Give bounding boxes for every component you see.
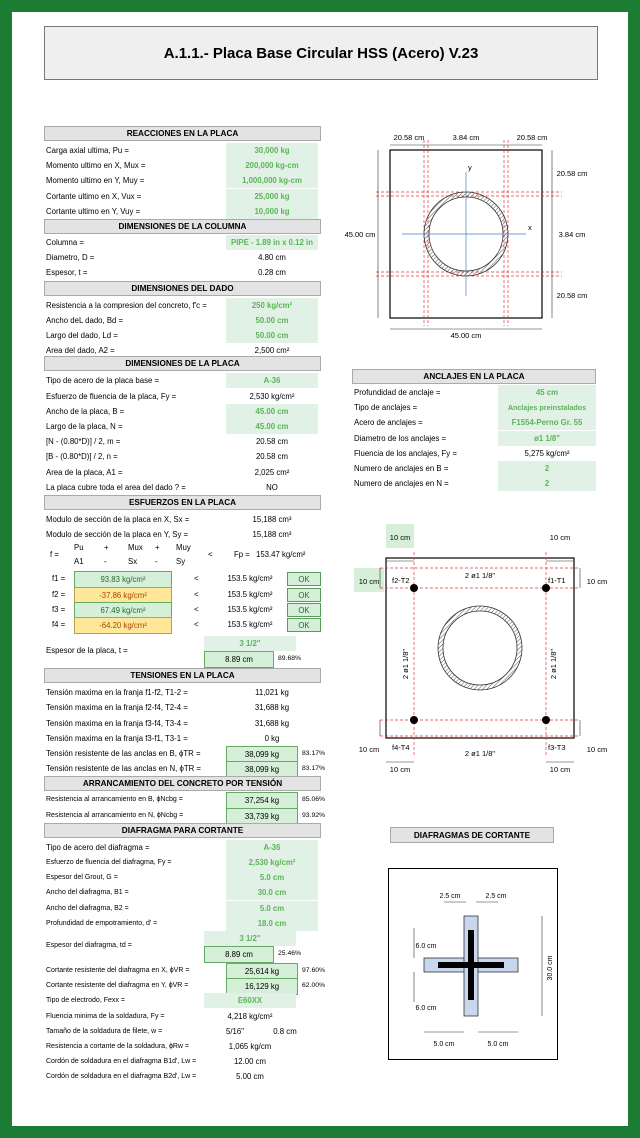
row-value[interactable]: 30,000 kg [226, 143, 318, 158]
row-value: 4,218 kg/cm² [227, 1011, 273, 1021]
stress-limit: 153.5 kg/cm² [227, 574, 273, 584]
row-label: La placa cubre toda el area del dado ? = [46, 482, 186, 492]
row-label: Modulo de sección de la placa en X, Sx = [46, 515, 190, 524]
stress-value[interactable]: 67.49 kg/cm² [74, 602, 172, 619]
label-f4-t4: f4-T4 [392, 743, 410, 752]
section-header: DIMENSIONES DE LA PLACA [44, 356, 321, 371]
row-value[interactable]: 50.00 cm [226, 313, 318, 328]
stress-label: f1 = [52, 574, 66, 584]
section-header: ESFUERZOS EN LA PLACA [44, 495, 321, 510]
row-value[interactable]: 1,000,000 kg-cm [226, 173, 318, 188]
row-value[interactable]: 5.0 cm [226, 901, 318, 916]
bolts-right-label: 2 ø1 1/8" [549, 648, 558, 680]
row-label: Tipo de electrodo, Fexx = [46, 997, 125, 1005]
worksheet [12, 12, 628, 1126]
row-value: 15,188 cm³ [252, 530, 292, 540]
row-label: Carga axial ultima, Pu = [46, 146, 129, 155]
row-label: Fluencia de los anclajes, Fy = [354, 448, 457, 458]
formula-lt: < [208, 550, 213, 560]
row-label: Tensión maxima en la franja f2-f4, T2-4 = [46, 703, 188, 713]
section-header: DIMENSIONES DEL DADO [44, 281, 321, 296]
shear-diaphragm-diagram [388, 868, 558, 1060]
row-value: 2,500 cm² [254, 346, 290, 356]
row-label: Diametro de los anclajes = [354, 433, 447, 443]
row-label: Ancho deL dado, Bd = [46, 315, 124, 325]
dim-right-bot: 20.58 cm [556, 291, 588, 300]
anchor-bolt [542, 716, 550, 724]
dim-right-top: 10 cm [586, 577, 608, 586]
stress-value[interactable]: -37.86 kg/cm² [74, 587, 172, 604]
row-value[interactable]: 2,530 kg/cm² [226, 855, 318, 870]
row-value: 5/16" [226, 1026, 244, 1036]
row-value[interactable]: 10,000 kg [226, 204, 318, 219]
row-value: 0 kg [264, 733, 280, 743]
row-label: Cortante ultimo en Y, Vuy = [46, 206, 141, 216]
formula-fp: 153.47 kg/cm² [256, 550, 306, 560]
row-label: Espesor del Grout, G = [46, 874, 118, 882]
row-label: Tensión maxima en la franja f1-f2, T1-2 = [46, 688, 188, 698]
row-label: Espesor de la placa, t = [46, 646, 128, 656]
formula-m2: - [155, 557, 158, 567]
ok-badge: OK [287, 588, 321, 602]
dim-right-top: 20.58 cm [556, 169, 588, 178]
thickness-cm[interactable]: 8.89 cm [204, 651, 274, 668]
dim-top-left: 10 cm [389, 533, 411, 542]
row-value[interactable]: 200,000 kg-cm [226, 158, 318, 173]
stress-value[interactable]: 93.83 kg/cm² [74, 571, 172, 588]
stress-label: f2 = [52, 589, 66, 599]
page-title: A.1.1.- Placa Base Circular HSS (Acero) V.23 [44, 26, 598, 80]
dim-left-bot: 10 cm [358, 745, 380, 754]
td-in[interactable]: 3 1/2" [204, 931, 296, 946]
dim-top-mid: 3.84 cm [452, 133, 480, 142]
row-label: Cordón de soldadura en el diafragma B2d', Lw = [46, 1073, 197, 1081]
section-header: DIAFRAGMA PARA CORTANTE [44, 823, 321, 838]
row-label: Cortante resistente del diafragma en Y, ϕVR = [46, 982, 189, 990]
row-label: Cordón de soldadura en el diafragma B1d', Lw = [46, 1058, 197, 1066]
row-value[interactable]: 16,129 kg [226, 978, 298, 995]
row-label: Columna = [46, 238, 84, 247]
row-value: 4.80 cm [258, 253, 286, 263]
row-value[interactable]: 50.00 cm [226, 328, 318, 343]
stress-label: f4 = [52, 620, 66, 629]
row-label: Resistencia a la compresion del concreto, f'c = [46, 300, 207, 310]
anchor-bolt [410, 716, 418, 724]
row-label: Modulo de sección de la placa en Y, Sy = [46, 530, 189, 540]
formula-f: f = [50, 550, 59, 560]
row-value[interactable]: 250 kg/cm² [226, 298, 318, 313]
row-value: 2,025 cm² [254, 467, 290, 477]
row-label: Tipo de acero de la placa base = [46, 376, 160, 386]
td-pct: 25.46% [278, 950, 302, 957]
row-label: Largo de la placa, N = [46, 422, 123, 431]
stress-limit: 153.5 kg/cm² [227, 620, 273, 629]
row-value: 11,021 kg [255, 688, 289, 698]
formula-p1: + [104, 543, 109, 553]
row-value: 20.58 cm [255, 452, 289, 462]
row-value[interactable]: A-36 [226, 373, 318, 388]
stress-limit: 153.5 kg/cm² [227, 589, 273, 599]
row-value[interactable]: 2 [498, 461, 596, 476]
dim-bot-right: 5.0 cm [487, 1041, 509, 1048]
row-percent: 83.17% [302, 765, 326, 773]
row-label: [B - (0.80*D)] / 2, n = [46, 452, 118, 462]
row-label: [N - (0.80*D)] / 2, m = [46, 437, 121, 447]
row-label: Diametro, D = [46, 253, 95, 263]
row-label: Numero de anclajes en B = [354, 464, 449, 473]
row-value: 0.8 cm [273, 1026, 297, 1036]
thickness-in[interactable]: 3 1/2" [204, 636, 296, 651]
less-than: < [194, 604, 199, 614]
dim-bot-right: 10 cm [549, 765, 571, 774]
row-label: Profundidad de anclaje = [354, 388, 441, 397]
row-value[interactable]: A-36 [226, 840, 318, 855]
row-value[interactable]: ø1 1/8" [498, 431, 596, 446]
row-value: 1,065 kg/cm [228, 1042, 272, 1051]
formula-mux: Mux [128, 543, 143, 553]
dim-right-bot: 10 cm [586, 745, 608, 754]
row-percent: 62.00% [302, 982, 326, 990]
row-value: 5.00 cm [236, 1072, 264, 1082]
dim-top-left: 20.58 cm [393, 133, 425, 142]
row-label: Ancho del diafragma, B2 = [46, 904, 129, 912]
anchor-bolt [410, 584, 418, 592]
bolts-left-label: 2 ø1 1/8" [401, 648, 410, 680]
row-label: Largo del dado, Ld = [46, 331, 118, 340]
dim-left-bot: 6.0 cm [415, 1005, 437, 1012]
row-value: 5,275 kg/cm² [524, 448, 570, 458]
formula-p2: + [155, 543, 160, 553]
row-label: Profundidad de empotramiento, d' = [46, 919, 158, 927]
stress-limit: 153.5 kg/cm² [227, 604, 273, 614]
formula-muy: Muy [176, 543, 191, 553]
ok-badge: OK [287, 618, 321, 632]
formula-a1: A1 [74, 557, 84, 567]
dim-bot-left: 10 cm [389, 765, 411, 774]
row-value[interactable]: Anclajes preinstalados [498, 400, 596, 415]
section-header: ANCLAJES EN LA PLACA [352, 369, 596, 384]
row-label: Esfuerzo de fluencia de la placa, Fy = [46, 391, 177, 401]
row-value: 0.28 cm [258, 268, 286, 278]
thickness-pct: 89.68% [278, 655, 302, 663]
row-label: Acero de anclajes = [354, 418, 423, 428]
anchor-layout-diagram [342, 524, 628, 774]
row-value[interactable]: 38,099 kg [226, 746, 298, 763]
dim-right-mid: 3.84 cm [558, 230, 586, 239]
row-value: NO [266, 482, 278, 492]
row-label: Tamaño de la soldadura de filete, w = [46, 1027, 163, 1035]
row-label: Ancho de la placa, B = [46, 406, 125, 416]
row-label: Espesor del diafragma, td = [46, 942, 132, 949]
row-label: Area del dado, A2 = [46, 346, 115, 356]
row-value[interactable]: F1554-Perno Gr. 55 [498, 415, 596, 430]
row-value[interactable]: 45.00 cm [226, 419, 318, 434]
axis-y-label: y [468, 163, 472, 172]
diaphragm-title: DIAFRAGMAS DE CORTANTE [390, 827, 554, 843]
formula-fp-label: Fp = [234, 550, 250, 560]
row-value: 20.58 cm [255, 437, 289, 447]
row-label: Momento ultimo en X, Mux = [46, 161, 146, 171]
row-value[interactable]: 25,000 kg [226, 189, 318, 204]
row-value[interactable]: 45.00 cm [226, 404, 318, 419]
row-value: 12.00 cm [233, 1057, 267, 1067]
row-value[interactable]: PIPE - 1.89 in x 0.12 in [226, 235, 318, 250]
stress-value[interactable]: -64.20 kg/cm² [74, 617, 172, 634]
less-than: < [194, 620, 199, 629]
section-header: ARRANCAMIENTO DEL CONCRETO POR TENSIÓN [44, 776, 321, 791]
row-percent: 93.92% [302, 811, 326, 819]
row-value[interactable]: 2 [498, 476, 596, 491]
row-percent: 85.06% [302, 796, 326, 804]
less-than: < [194, 589, 199, 599]
row-value: 31,688 kg [254, 703, 290, 713]
section-header: TENSIONES EN LA PLACA [44, 668, 321, 683]
dim-bottom: 45.00 cm [450, 331, 482, 340]
td-cm[interactable]: 8.89 cm [204, 946, 274, 963]
row-value: 15,188 cm³ [252, 515, 292, 524]
dim-left-top: 10 cm [358, 577, 380, 586]
ok-badge: OK [287, 603, 321, 617]
row-label: Resistencia a cortante de la soldadura, ϕRw = [46, 1043, 190, 1050]
ok-badge: OK [287, 572, 321, 586]
electrode-value[interactable]: E60XX [204, 993, 296, 1008]
stress-label: f3 = [52, 604, 66, 614]
row-value[interactable]: 18.0 cm [226, 916, 318, 931]
section-header: DIMENSIONES DE LA COLUMNA [44, 219, 321, 234]
row-label: Fluencia minima de la soldadura, Fy = [46, 1012, 165, 1020]
row-percent: 97.60% [302, 967, 326, 974]
dim-top-right: 20.58 cm [516, 133, 548, 142]
formula-sx: Sx [128, 557, 138, 567]
dim-left-top: 6.0 cm [415, 943, 437, 950]
row-label: Tipo de acero del diafragma = [46, 842, 150, 852]
row-label: Cortante resistente del diafragma en X, ϕVR = [46, 967, 190, 974]
row-value[interactable]: 38,099 kg [226, 761, 298, 778]
row-label: Tensión maxima en la franja f3-f4, T3-4 = [46, 718, 188, 728]
row-label: Resistencia al arrancamiento en N, ϕNcbg = [46, 811, 184, 819]
row-value: 2,530 kg/cm² [249, 391, 295, 401]
dim-top-left: 2.5 cm [439, 893, 461, 900]
dim-bot-left: 5.0 cm [433, 1041, 455, 1048]
row-label: Tensión maxima en la franja f3-f1, T3-1 = [46, 733, 188, 743]
row-percent: 83.17% [302, 750, 326, 757]
anchor-bolt [542, 584, 550, 592]
row-value[interactable]: 30.0 cm [226, 885, 318, 900]
row-label: Espesor, t = [46, 268, 88, 278]
bolts-bot-label: 2 ø1 1/8" [464, 749, 496, 758]
row-value[interactable]: 25,614 kg [226, 963, 298, 980]
dim-top-right: 2.5 cm [485, 893, 507, 900]
row-label: Numero de anclajes en N = [354, 479, 449, 489]
row-value[interactable]: 37,254 kg [226, 792, 298, 809]
row-label: Tensión resistente de las anclas en N, ϕTR = [46, 764, 201, 774]
less-than: < [194, 574, 199, 584]
formula-pu: Pu [74, 543, 84, 553]
dim-top-right: 10 cm [549, 533, 571, 542]
label-f3-t3: f3-T3 [548, 743, 566, 752]
row-label: Resistencia al arrancamiento en B, ϕNcbg = [46, 796, 183, 804]
label-f2-t2: f2-T2 [392, 576, 410, 585]
row-label: Tipo de anclajes = [354, 403, 418, 413]
row-value[interactable]: 45 cm [498, 385, 596, 400]
dim-right: 30.0 cm [547, 955, 554, 981]
bolts-top-label: 2 ø1 1/8" [464, 571, 496, 580]
row-value: 31,688 kg [254, 718, 290, 728]
row-label: Tensión resistente de las anclas en B, ϕTR = [46, 749, 201, 758]
row-label: Momento ultimo en Y, Muy = [46, 176, 145, 186]
row-label: Ancho del diafragma, B1 = [46, 889, 129, 897]
section-header: REACCIONES EN LA PLACA [44, 126, 321, 141]
formula-m1: - [104, 557, 107, 567]
row-label: Cortante ultimo en X, Vux = [46, 191, 142, 201]
axis-x-label: x [528, 223, 532, 232]
dim-left: 45.00 cm [344, 230, 376, 239]
row-label: Area de la placa, A1 = [46, 467, 123, 477]
row-value[interactable]: 33,739 kg [226, 808, 298, 825]
label-f1-t1: f1-T1 [548, 576, 566, 585]
row-label: Esfuerzo de fluencia del diafragma, Fy = [46, 859, 172, 866]
formula-sy: Sy [176, 557, 186, 567]
row-value[interactable]: 5.0 cm [226, 870, 318, 885]
plate-plan-diagram [342, 126, 628, 358]
